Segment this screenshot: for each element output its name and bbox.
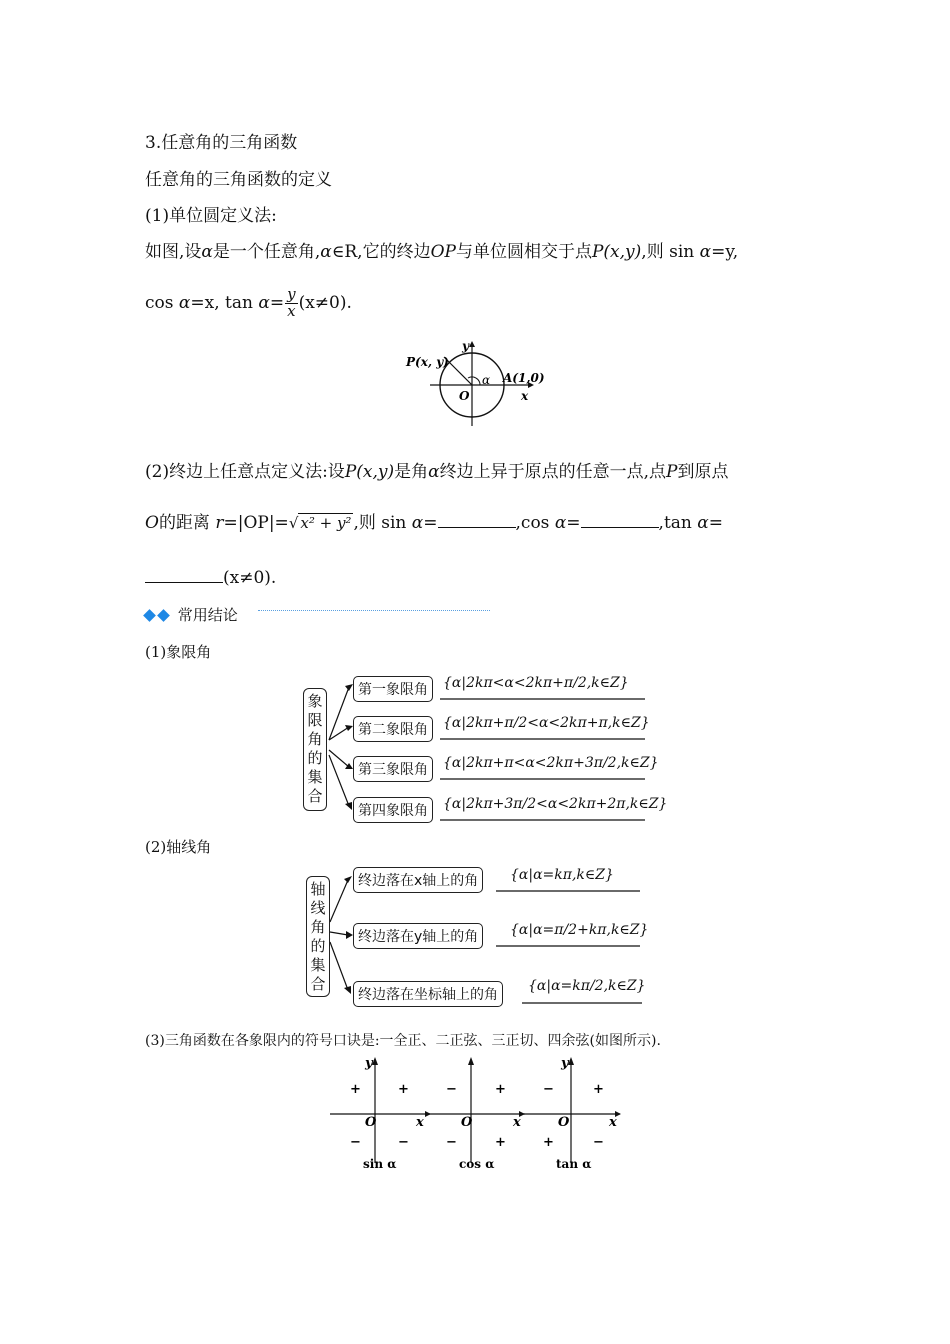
sqrt-expression: √ x² + y²	[288, 514, 352, 532]
x-axis-label: x	[521, 389, 529, 403]
method2-line1: (2)终边上任意点定义法:设P(x,y)是角α终边上异于原点的任意一点,点P到原点	[145, 462, 729, 482]
sign-q2: −	[543, 1082, 554, 1097]
quadrant-4-box: 第四象限角	[353, 797, 433, 823]
tan-label: tan α	[556, 1157, 592, 1171]
y-label: y	[561, 1056, 569, 1071]
axis-x-set: {α|α=kπ,k∈Z}	[510, 867, 614, 883]
signs-title: (3)三角函数在各象限内的符号口诀是:一全正、二正弦、三正切、四余弦(如图所示).	[145, 1033, 661, 1049]
quadrant-2-set: {α|2kπ+π/2<α<2kπ+π,k∈Z}	[443, 715, 650, 731]
fraction-y-over-x: $\frac{y}{x}$	[287, 285, 296, 320]
x-label: x	[416, 1115, 424, 1130]
origin-label: O	[558, 1115, 570, 1130]
quadrant-3-set: {α|2kπ+π<α<2kπ+3π/2,k∈Z}	[443, 755, 659, 771]
unit-circle-figure	[400, 338, 560, 433]
method1-title: (1)单位圆定义法:	[145, 206, 277, 226]
method2-line3: (x≠0).	[145, 568, 276, 588]
sign-q3: −	[446, 1135, 457, 1150]
blank-cos[interactable]	[581, 513, 659, 528]
point-p-label: P(x, y)	[406, 355, 449, 369]
heading: 3.任意角的三角函数	[145, 133, 298, 153]
blank-tan[interactable]	[145, 568, 223, 583]
section-header: 常用结论	[145, 604, 238, 625]
alpha-label: α	[482, 373, 491, 387]
origin-label: O	[365, 1115, 377, 1130]
sign-q4: +	[495, 1135, 506, 1150]
sign-q1: +	[495, 1082, 506, 1097]
axis-y-set: {α|α=π/2+kπ,k∈Z}	[510, 922, 649, 938]
quadrant-1-set: {α|2kπ<α<2kπ+π/2,k∈Z}	[443, 675, 629, 691]
axis-group-label: 轴线角的集合	[306, 876, 330, 997]
quadrant-2-box: 第二象限角	[353, 716, 433, 742]
axis-coord-set: {α|α=kπ/2,k∈Z}	[528, 978, 646, 994]
sign-q1: +	[593, 1082, 604, 1097]
sin-label: sin α	[363, 1157, 397, 1171]
y-label: y	[365, 1056, 373, 1071]
sign-q3: +	[543, 1135, 554, 1150]
origin-label: O	[461, 1115, 473, 1130]
quadrant-1-box: 第一象限角	[353, 676, 433, 702]
method2-line2: O的距离 r=|OP|=√ x² + y² ,则 sin α= ,cos α= ,tan α=	[145, 513, 724, 533]
quadrant-title: (1)象限角	[145, 643, 212, 661]
axis-x-box: 终边落在x轴上的角	[353, 867, 483, 893]
y-axis-label: y	[462, 339, 469, 353]
x-label: x	[609, 1115, 617, 1130]
x-label: x	[513, 1115, 521, 1130]
method1-line2: cos α=x, tan α= $\frac{y}{x}$ (x≠0).	[145, 285, 352, 320]
sign-q4: −	[593, 1135, 604, 1150]
sign-q3: −	[350, 1135, 361, 1150]
cos-label: cos α	[459, 1157, 495, 1171]
point-a-label: A(1,0)	[503, 371, 545, 385]
axis-coord-box: 终边落在坐标轴上的角	[353, 981, 503, 1007]
axis-title: (2)轴线角	[145, 838, 212, 856]
sign-charts	[325, 1053, 625, 1178]
quadrant-4-set: {α|2kπ+3π/2<α<2kπ+2π,k∈Z}	[443, 796, 668, 812]
origin-label: O	[459, 389, 470, 403]
quadrant-group-label: 象限角的集合	[303, 688, 327, 811]
diamond-icon	[143, 609, 156, 622]
sign-q2: +	[350, 1082, 361, 1097]
sign-q2: −	[446, 1082, 457, 1097]
blank-sin[interactable]	[438, 513, 516, 528]
sign-q4: −	[398, 1135, 409, 1150]
method1-text: 如图,设α是一个任意角,α∈R,它的终边OP与单位圆相交于点P(x,y),则 sin α=y,	[145, 242, 739, 262]
diamond-icon	[157, 609, 170, 622]
definition-title: 任意角的三角函数的定义	[145, 170, 332, 190]
axis-y-box: 终边落在y轴上的角	[353, 923, 483, 949]
quadrant-3-box: 第三象限角	[353, 756, 433, 782]
sign-q1: +	[398, 1082, 409, 1097]
dotted-divider	[258, 610, 490, 611]
